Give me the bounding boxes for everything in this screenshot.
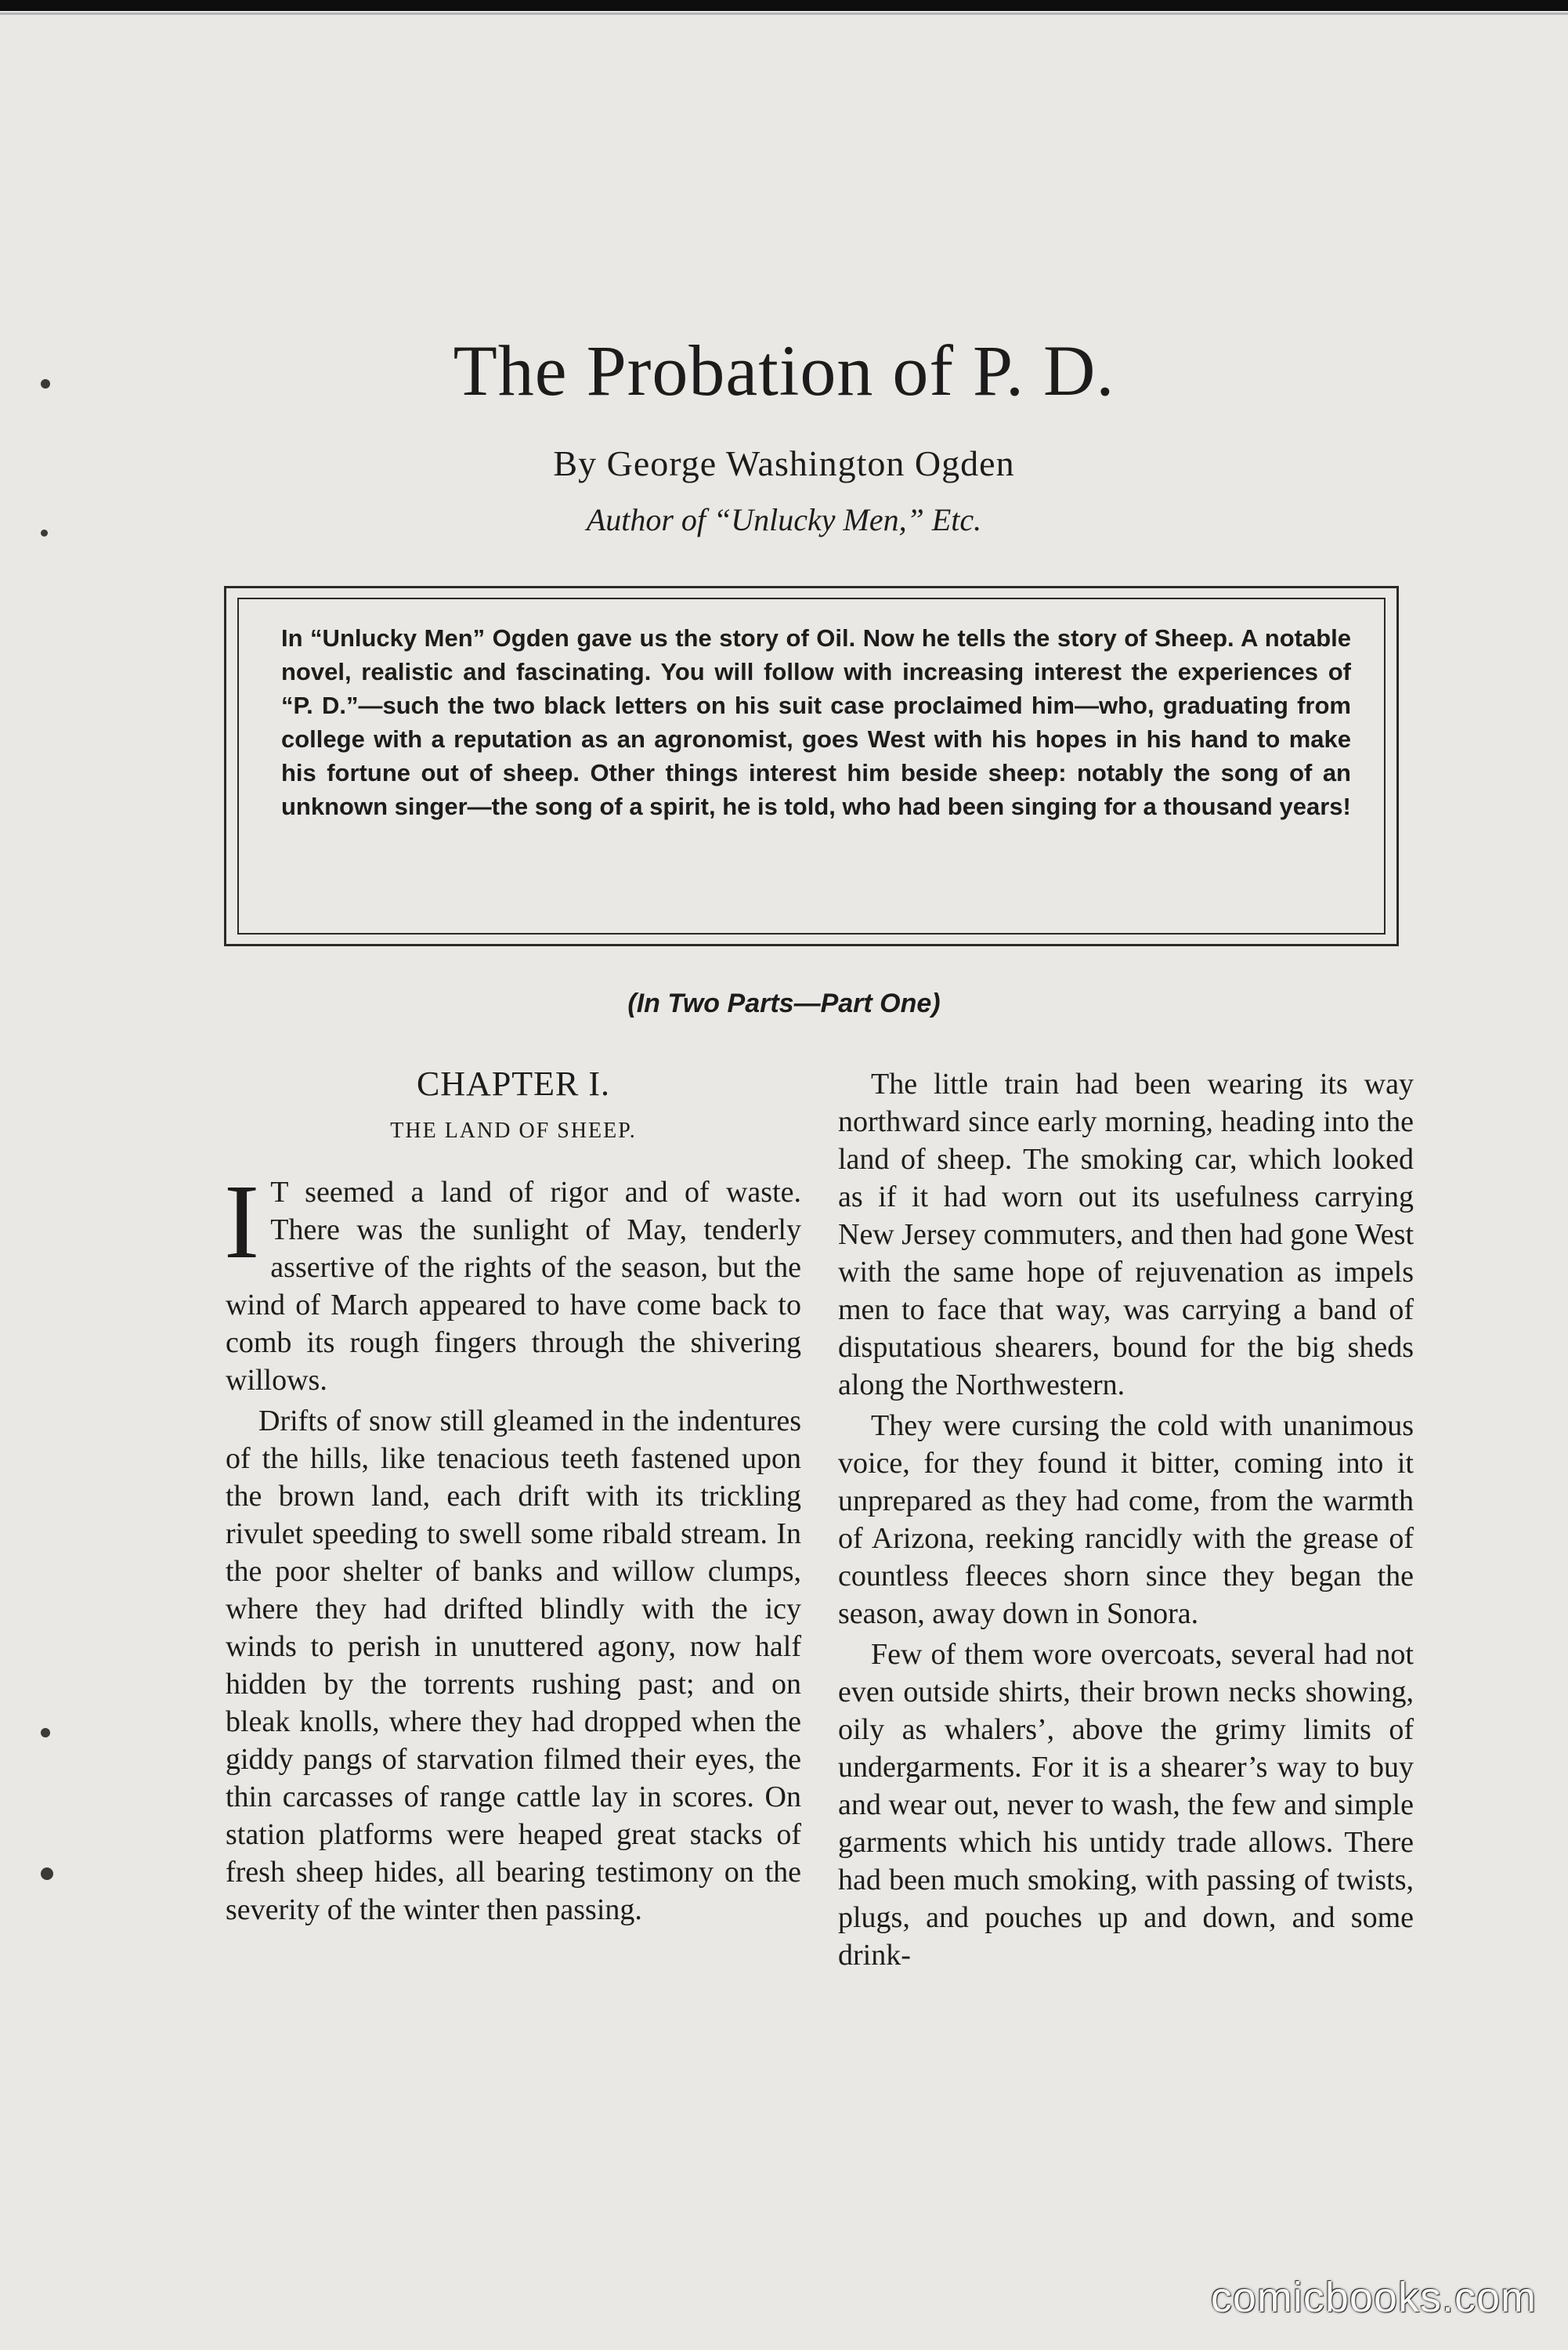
watermark: comicbooks.com: [1210, 2274, 1537, 2321]
paragraph-text: T seemed a land of rigor and of waste. There was the sunlight of May, tenderly assertive of the rights of the season, but the wind of March appeared to have come back to comb its rough fingers through the shivering willows.: [226, 1176, 801, 1397]
chapter-heading: CHAPTER I.: [416, 1065, 611, 1103]
paragraph: Drifts of snow still gleamed in the indentures of the hills, like tenacious teeth fastened upon the brown land, each drift with its trickling rivulet speeding to swell some ribald stream. In the poor shelter of banks and willow clumps, where they had drifted blindly with the icy winds to perish in unuttered agony, now half hidden by the torrents rushing past; and on bleak knolls, where they had dropped when the giddy pangs of starvation filmed their eyes, the thin carcasses of range cattle lay in scores. On station platforms were heaped great stacks of fresh sheep hides, all bearing testimony on the severity of the winter then passing.: [226, 1405, 801, 1926]
paragraph: Few of them wore overcoats, several had not even outside shirts, their brown necks showing, oily as whalers’, above the grimy limits of undergarments. For it is a shearer’s way to buy and wear out, never to wash, the few and simple garments which his untidy trade allows. There had been much smoking, with passing of twists, plugs, and pouches up and down, and some drink-: [838, 1638, 1414, 1972]
top-border-shadow: [0, 13, 1568, 15]
binding-hole-mark: [41, 1867, 53, 1880]
story-byline: By George Washington Ogden: [553, 443, 1015, 483]
parts-note: (In Two Parts—Part One): [627, 989, 941, 1018]
chapter-subtitle: THE LAND OF SHEEP.: [390, 1119, 637, 1143]
paragraph: They were cursing the cold with unanimous voice, for they found it bitter, coming into it unprepared as they had come, from the warmth of Arizona, reeking rancidly with the grease of countless fleeces shorn since they began the season, away down in Sonora.: [838, 1409, 1414, 1630]
author-credits: Author of “Unlucky Men,” Etc.: [586, 502, 982, 537]
binding-hole-mark: [41, 1728, 50, 1737]
top-border: [0, 0, 1568, 11]
teaser-box: [224, 586, 1399, 946]
text-column-left: [226, 1065, 801, 1932]
paragraph: The little train had been wearing its way northward since early morning, heading into the land of sheep. The smoking car, which looked as if it had worn out its usefulness carrying New Jersey commuters, and then had gone West with the same hope of rejuvenation as impels men to face that way, was carrying a band of disputatious shearers, bound for the big sheds along the Northwestern.: [838, 1068, 1414, 1401]
story-title: The Probation of P. D.: [453, 331, 1115, 410]
paragraph: [224, 1163, 801, 1399]
drop-cap: I: [224, 1163, 260, 1281]
teaser-text: In “Unlucky Men” Ogden gave us the story of Oil. Now he tells the story of Sheep. A notable novel, realistic and fascinating. You will follow with increasing interest the experiences of “P. D.”—such the two black letters on his suit case proclaimed him—who, graduating from college with a reputation as an agronomist, goes West with his hopes in his hand to make his fortune out of sheep. Other things interest him beside sheep: notably the song of an unknown singer—the song of a spirit, he is told, who had been singing for a thousand years!: [281, 624, 1351, 820]
text-column-right: [838, 1065, 1414, 1977]
